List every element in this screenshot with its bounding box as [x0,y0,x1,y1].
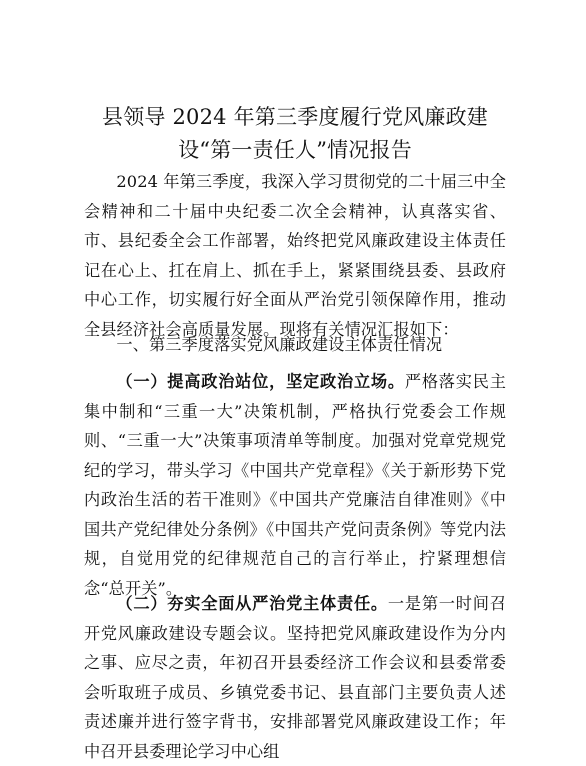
item-one-lead: （一）提高政治站位，坚定政治立场。 [116,372,405,391]
intro-paragraph: 2024 年第三季度，我深入学习贯彻党的二十届三中全会精神和二十届中央纪委二次全会精神，认真落实省、市、县纪委全会工作部署，始终把党风廉政建设主体责任记在心上、扛在肩上、抓在手上，紧紧围绕县委、县政府中心工作，切实履行好全面从严治党引领保障作用，推动全县经济社会高质量发展。现将有关情况汇报如下： [84,172,506,339]
item-two-body: 一是第一时间召开党风廉政建设专题会议。坚持把党风廉政建设作为分内之事、应尽之责，年初召开县委经济工作会议和县委常委会听取班子成员、乡镇党委书记、县直部门主要负责人述责述廉并进行签字背书，安排部署党风廉政建设工作；年中召开县委理论学习中心组 [84,594,506,761]
item-one-paragraph [84,367,506,603]
item-two-paragraph [84,589,506,766]
item-two-lead: （二）夯实全面从严治党主体责任。 [116,594,388,613]
item-one-body: 严格落实民主集中制和“三重一大”决策机制，严格执行党委会工作规则、“三重一大”决策事项清单等制度。加强对党章党规党纪的学习，带头学习《中国共产党章程》《关于新形势下党内政治生活的若干准则》《中国共产党廉洁自律准则》《中国共产党纪律处分条例》《中国共产党问责条例》等党内法规，自觉用党的纪律规范自己的言行举止，拧紧理想信念“总开关”。 [84,372,506,598]
document-title: 县领导 2024 年第三季度履行党风廉政建设“第一责任人”情况报告 [102,105,488,162]
section-heading: 一、第三季度落实党风廉政建设主体责任情况 [116,335,443,354]
